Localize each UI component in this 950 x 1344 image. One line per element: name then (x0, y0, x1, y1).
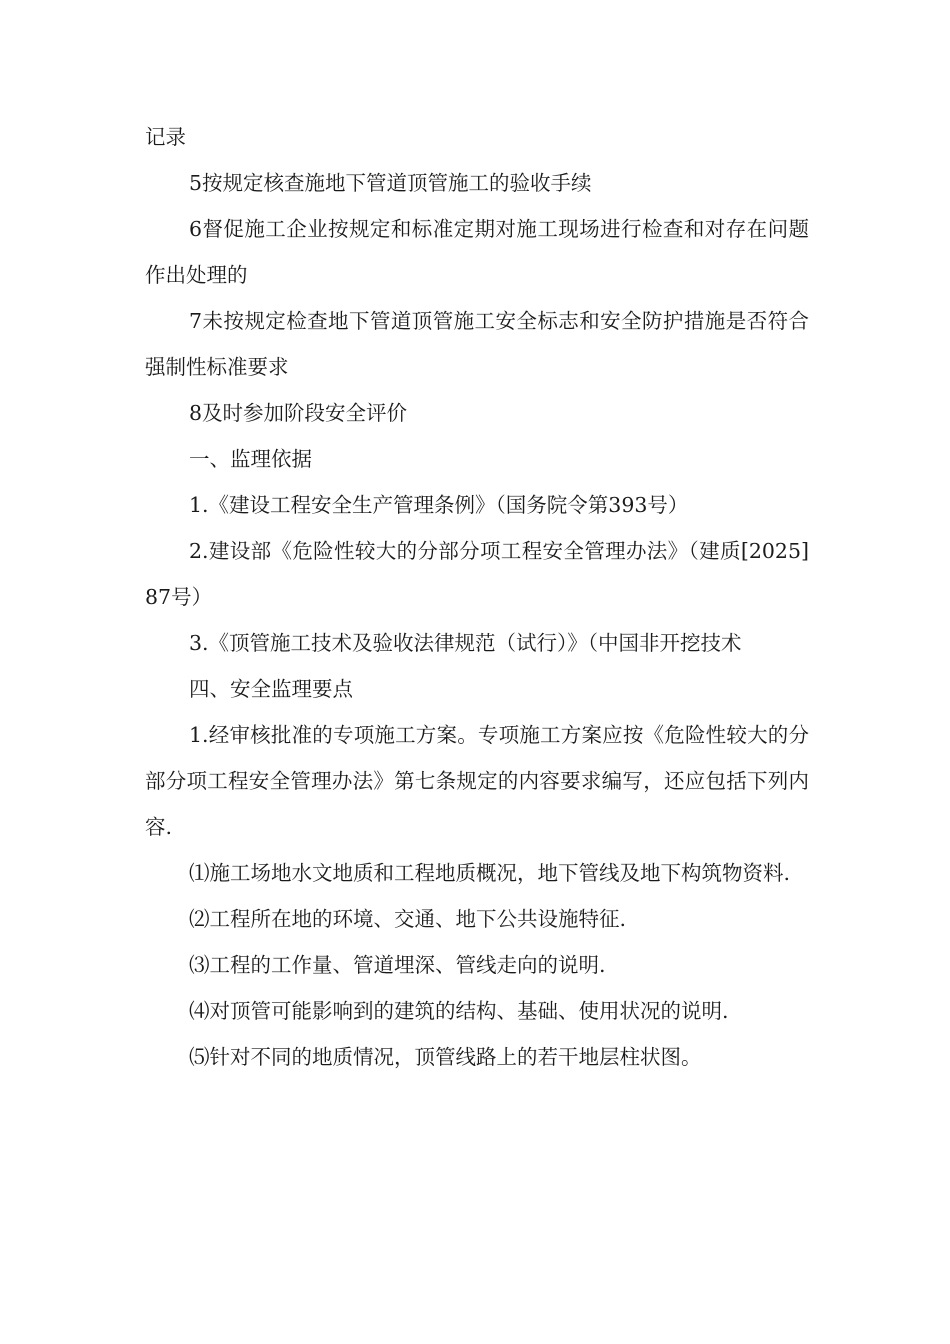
sub-item-4: ⑷对顶管可能影响到的建筑的结构、基础、使用状况的说明. (189, 999, 729, 1023)
basis-item-2: 2.建设部《危险性较大的分部分项工程安全管理办法》（建质[2025]87号） (145, 539, 809, 609)
basis-item-3: 3.《顶管施工技术及验收法律规范（试行）》（中国非开挖技术 (189, 631, 742, 655)
document-body (145, 114, 809, 1080)
sub-item-5: ⑸针对不同的地质情况，顶管线路上的若干地层柱状图。 (189, 1045, 702, 1069)
paragraph-item-7: 7未按规定检查地下管道顶管施工安全标志和安全防护措施是否符合强制性标准要求 (145, 309, 809, 379)
sub-item-1: ⑴施工场地水文地质和工程地质概况，地下管线及地下构筑物资料. (189, 861, 791, 885)
basis-item-1: 1.《建设工程安全生产管理条例》（国务院令第393号） (189, 493, 689, 517)
section-heading-basis: 一、监理依据 (189, 447, 312, 471)
key-point-1: 1.经审核批准的专项施工方案。专项施工方案应按《危险性较大的分部分项工程安全管理办法》第七条规定的内容要求编写，还应包括下列内容. (145, 723, 809, 839)
section-heading-key-points: 四、安全监理要点 (189, 677, 353, 701)
paragraph-item-8: 8及时参加阶段安全评价 (189, 401, 408, 425)
paragraph-item-5: 5按规定核查施地下管道顶管施工的验收手续 (189, 171, 592, 195)
paragraph-item-6: 6督促施工企业按规定和标准定期对施工现场进行检查和对存在问题作出处理的 (145, 217, 809, 287)
sub-item-2: ⑵工程所在地的环境、交通、地下公共设施特征. (189, 907, 627, 931)
sub-item-3: ⑶工程的工作量、管道埋深、管线走向的说明. (189, 953, 606, 977)
paragraph-record: 记录 (145, 125, 186, 149)
